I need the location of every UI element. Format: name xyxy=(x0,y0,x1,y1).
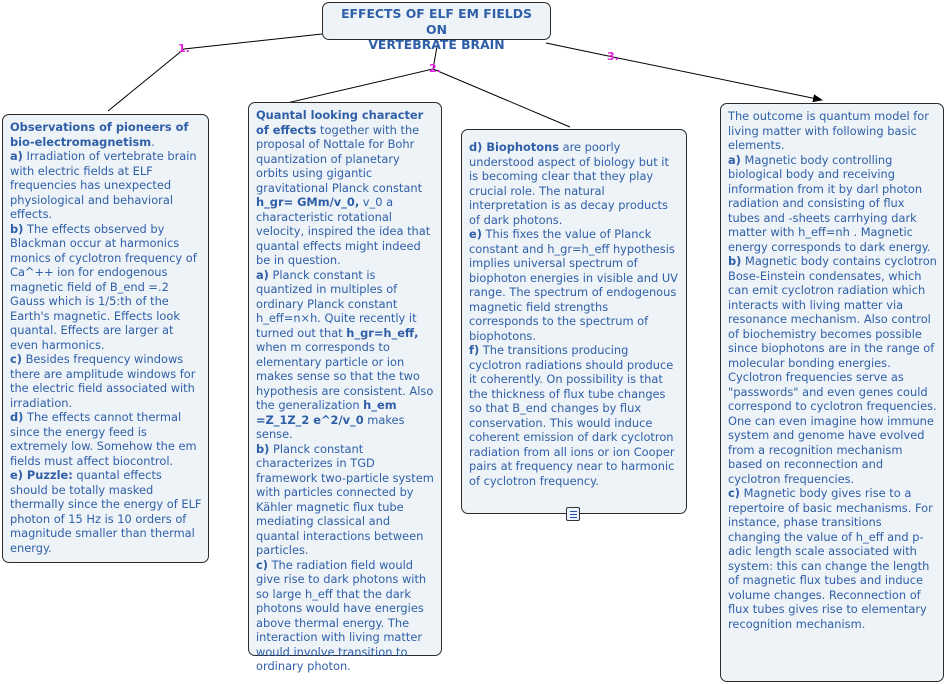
item-a-text-3: makes sense. xyxy=(256,412,405,441)
note-icon[interactable] xyxy=(566,507,580,521)
root-title-line1: EFFECTS OF ELF EM FIELDS ON xyxy=(341,6,532,37)
link-1-line xyxy=(108,34,322,111)
item-c-label: c) xyxy=(10,352,22,366)
item-c-text: The radiation field would give rise to dark photons with so large h_eff that the dark photons would have energies above thermal energy. The interaction with living matter would involve transition to ordinary photon. xyxy=(256,557,427,673)
item-e-label: e) Puzzle: xyxy=(10,468,73,482)
topic-quantal-character[interactable] xyxy=(248,102,442,673)
link-3-line xyxy=(546,43,822,100)
topic-quantum-model[interactable] xyxy=(720,103,944,682)
topic-observations-text: Observations of pioneers of bio-electromagnetism. a) Irradiation of vertebrate brain with electric fields at ELF frequencies has unexpected physiological and behavioral effects. b) The effects observed by Blackman occur at harmonics monics of cyclotron frequency of Ca^++ ion for endogenous magnetic field of B_end =.2 Gauss which is 1/5:th of the Earth's magnetic. Effects look quantal. Effects are larger at even harmonics. c) Besides frequency windows there are amplitude windows for the electric field associated with irradiation. d) The effects cannot thermal since the energy feed is extremely low. Somehow the em fields must affect biocontrol. e) Puzzle: quantal effects should be totally masked thermally since the energy of ELF photon of 15 Hz is 10 orders of magnitude smaller than thermal energy. xyxy=(10,120,202,555)
topic-observations-title: Observations of pioneers of bio-electromagnetism xyxy=(10,120,189,149)
item-b-text: The effects observed by Blackman occur at harmonics monics of cyclotron frequency of Ca^++ ion for endogenous magnetic field of B_end =.2 Gauss which is 1/5:th of the Earth's magnetic. Effects look quantal. Effects are larger at even harmonics. xyxy=(10,221,197,352)
link-label-1: 1. xyxy=(178,42,190,55)
intro-formula: h_gr= GMm/v_0, xyxy=(256,195,360,209)
item-a-label: a) xyxy=(728,152,741,167)
intro-text: The outcome is quantum model for living matter with following basic elements. xyxy=(728,109,929,152)
intro-text-2: v_0 a characteristic rotational velocity, inspired the idea that quantal effects might indeed be in question. xyxy=(256,195,431,267)
item-a-text: Irradiation of vertebrate brain with electric fields at ELF frequencies has unexpected physiological and behavioral effects. xyxy=(10,149,197,221)
intro-text-1: together with the proposal of Nottale for Bohr quantization of planetary orbits using gigantic gravitational Planck constant xyxy=(256,122,423,195)
item-a-label: a) xyxy=(10,149,23,163)
item-d-label: d) Biophotons xyxy=(469,140,559,154)
item-f-text: The transitions producing cyclotron radiations should produce it coherently. On possibility is that the thickness of flux tube changes so that B_end changes by flux conservation. This would induce coherent emission of dark cyclotron radiation from all ions or ion Cooper pairs at frequency near to harmonic of cyclotron frequency. xyxy=(469,343,675,488)
item-c-label: c) xyxy=(256,557,268,572)
link-label-2: 2. xyxy=(429,62,441,75)
root-topic[interactable] xyxy=(322,2,551,52)
topic-quantum-model-text xyxy=(728,109,937,631)
item-f-label: f) xyxy=(469,343,480,357)
item-a-formula-2: h_em =Z_1Z_2 e^2/v_0 xyxy=(256,398,397,427)
item-a-label: a) xyxy=(256,267,269,282)
link-label-3: 3. xyxy=(607,50,619,63)
topic-biophotons-text xyxy=(469,135,680,488)
topic-quantal-text xyxy=(256,108,435,674)
topic-quantal-title: Quantal looking character of effects xyxy=(256,108,424,137)
item-c-text: Besides frequency windows there are amplitude windows for the electric field associated with irradiation. xyxy=(10,352,196,410)
item-d-text: The effects cannot thermal since the energy feed is extremely low. Somehow the em fields must affect biocontrol. xyxy=(10,410,197,468)
item-d-text: are poorly understood aspect of biology but it is becoming clear that they play crucial role. The natural interpretation is as decay products of dark photons. xyxy=(469,140,669,227)
topic-observations[interactable] xyxy=(2,114,209,563)
item-a-formula-1: h_gr=h_eff, xyxy=(346,325,419,340)
item-b-label: b) xyxy=(256,441,270,456)
item-e-text: This fixes the value of Planck constant and h_gr=h_eff hypothesis implies universal spectrum of biophoton energies in visible and UV range. The spectrum of endogenous magnetic field strengths corresponds to the spectrum of biophotons. xyxy=(469,227,678,343)
item-b-text: Magnetic body contains cyclotron Bose-Einstein condensates, which can emit cyclotron radiation which interacts with living matter via resonance mechanism. Also control of biochemistry becomes possible since biophotons are in the range of molecular bonding energies. Cyclotron frequencies serve as "passwords" and even genes could correspond to cyclotron frequencies. One can even imagine how immune system and genome have evolved from a recognition mechanism based on reconnection and cyclotron frequencies. xyxy=(728,254,937,486)
item-a-text-1: Planck constant is quantized in multiples of ordinary Planck constant h_eff=n×h. Quite recently it turned out that xyxy=(256,267,417,340)
item-b-text: Planck constant characterizes in TGD framework two-particle system with particles connected by Kähler magnetic flux tube mediating classical and quantal interactions between particles. xyxy=(256,441,434,557)
item-c-text: Magnetic body gives rise to a repertoire of basic mechanisms. For instance, phase transitions changing the value of h_eff and p-adic length scale associated with system: this can change the length of magnetic flux tubes and induce volume changes. Reconnection of flux tubes gives rise to elementary recognition mechanism. xyxy=(728,486,933,631)
item-e-text: quantal effects should be totally masked thermally since the energy of ELF photon of 15 Hz is 10 orders of magnitude smaller than thermal energy. xyxy=(10,468,202,555)
item-c-label: c) xyxy=(728,486,740,500)
root-title-line2: VERTEBRATE BRAIN xyxy=(368,37,505,52)
item-a-text: Magnetic body controlling biological body and receiving information from it by darl photon radiation and consisting of flux tubes and -sheets carrhying dark matter with h_eff=nh . Magnetic energy corresponds to dark energy. xyxy=(728,152,931,254)
item-b-label: b) xyxy=(10,221,24,236)
item-b-label: b) xyxy=(728,254,742,268)
item-d-label: d) xyxy=(10,410,24,424)
topic-biophotons[interactable] xyxy=(461,129,687,514)
item-a-text-2: when m corresponds to elementary particle or ion makes sense so that the two hypothesis are consistent. Also the generalization xyxy=(256,340,434,412)
item-e-label: e) xyxy=(469,227,482,241)
link-2b-line xyxy=(433,69,570,127)
